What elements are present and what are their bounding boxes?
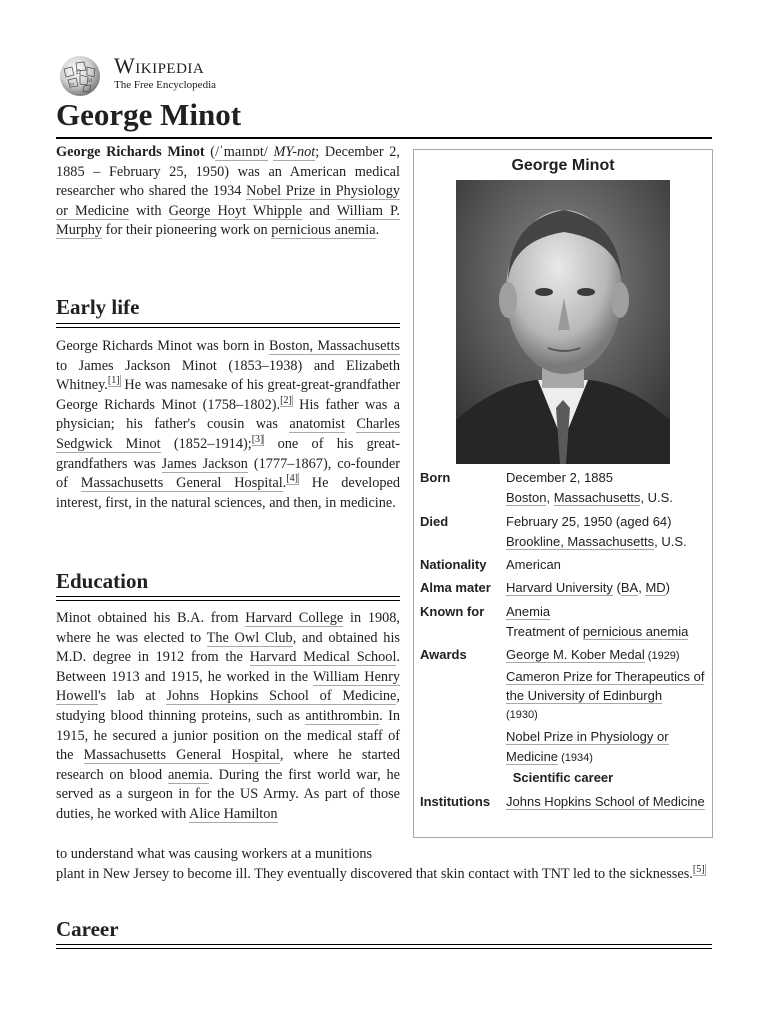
link-kober-medal[interactable]: George M. Kober Medal	[506, 647, 645, 662]
infobox	[413, 149, 713, 838]
body-text	[345, 416, 356, 432]
label-alma-mater: Alma mater	[420, 580, 491, 595]
link-harvard-college[interactable]: Harvard College	[245, 610, 344, 626]
link-whipple[interactable]: George Hoyt Whipple	[168, 202, 303, 219]
link-pernicious-anemia[interactable]: pernicious anemia	[271, 222, 376, 239]
label-born: Born	[420, 470, 451, 485]
link-md[interactable]: MD	[645, 580, 666, 595]
label-awards: Awards	[420, 647, 467, 662]
value-institutions	[506, 792, 706, 812]
body-text: in 1908, where he was elected to	[56, 610, 400, 646]
alma-paren: )	[665, 580, 671, 595]
value-known-for	[506, 602, 706, 641]
section-heading-career: Career	[56, 917, 119, 941]
section-divider	[56, 944, 712, 949]
body-text: Minot obtained his B.A. from	[56, 610, 246, 626]
link-howell[interactable]: William Henry Howell	[56, 668, 400, 705]
link-anatomist[interactable]: anatomist	[289, 416, 345, 433]
early-life-paragraph	[56, 337, 400, 513]
wikipedia-globe-icon[interactable]	[56, 55, 104, 97]
value-awards	[506, 645, 706, 769]
label-institutions: Institutions	[420, 794, 491, 809]
infobox-title: George Minot	[511, 157, 615, 174]
body-text: . During the first world war, he served as a surgeon in for the US Army. As part of those duties, he worked with	[56, 766, 400, 822]
infobox-row-known-for	[420, 602, 708, 644]
link-murphy[interactable]: William P. Murphy	[56, 202, 400, 239]
layout-spacer	[400, 845, 712, 864]
intro-text: ; December 2, 1885 – February 25, 1950) was an American medical researcher who shared the 1934	[56, 144, 400, 200]
section-heading-education: Education	[56, 569, 149, 593]
intro-text: and	[302, 202, 337, 219]
body-text: . Between 1913 and 1915, he worked in the	[56, 649, 400, 685]
link-james-jackson[interactable]: James Jackson	[161, 455, 248, 472]
link-born-massachusetts[interactable]: Massachusetts	[553, 489, 641, 505]
ref-1[interactable]: [1]	[107, 375, 120, 387]
portrait-photo[interactable]	[456, 180, 670, 464]
alma-paren: (	[612, 580, 621, 595]
died-date: February 25, 1950 (aged 64)	[506, 514, 672, 529]
link-alice-hamilton[interactable]: Alice Hamilton	[189, 805, 278, 822]
ref-5[interactable]: [5]	[692, 863, 705, 875]
wordmark[interactable]	[114, 53, 216, 91]
intro-text: for their pioneering work on	[102, 222, 272, 239]
born-country: , U.S.	[640, 489, 673, 505]
label-nationality: Nationality	[420, 557, 487, 572]
link-harvard-university[interactable]: Harvard University	[506, 580, 613, 595]
body-text: He was namesake of his great-great-grandfather George Richards Minot (1758–1802).	[56, 377, 400, 413]
body-text: to understand what was causing workers at a munitions plant in New Jersey to become ill. They eventually discovered that skin contact with TNT led to the sicknesses.	[56, 846, 693, 882]
body-text: .	[282, 475, 287, 492]
label-died: Died	[420, 514, 449, 529]
ref-3[interactable]: [3]	[251, 434, 264, 446]
body-text: George Richards Minot was born in	[56, 338, 269, 354]
svg-text:И: И	[88, 78, 93, 84]
respell-link[interactable]: MY-not	[273, 144, 316, 160]
body-text	[278, 806, 282, 822]
value-died	[506, 512, 706, 551]
intro-bold-name: George Richards Minot	[56, 144, 205, 160]
link-nobel-prize[interactable]: Nobel Prize in Physiology or Medicine	[56, 183, 400, 219]
intro-paragraph: George Richards Minot (/ˈmaɪnɒt/ MY-not; December 2, 1885 – February 25, 1950) was an American medical researcher who shared the 1934 Nobel Prize in Physiology or Medicine with George Hoyt Whipple and William P. Murphy for their pioneering work on pernicious anemia.	[56, 144, 400, 239]
body-text: (1777–1867), co-founder of	[56, 455, 400, 492]
infobox-row-institutions	[420, 792, 708, 834]
body-text: 's lab at	[98, 688, 167, 705]
body-text: , and obtained his M.D. degree in 1912 from the	[56, 629, 400, 666]
link-owl-club[interactable]: The Owl Club	[206, 629, 293, 646]
born-sep: ,	[546, 489, 554, 505]
education-paragraph	[56, 609, 400, 825]
body-text: (1852–1914);	[160, 435, 252, 452]
wordmark-main: Wikipedia	[114, 53, 205, 78]
link-cameron-prize[interactable]: Cameron Prize for Therapeutics of the University of Edinburgh	[506, 668, 705, 704]
ref-2[interactable]: [2]	[280, 395, 292, 407]
value-born	[506, 468, 706, 507]
svg-text:ω: ω	[70, 81, 75, 87]
link-anemia[interactable]: anemia	[167, 766, 210, 783]
body-text: . In 1915, he secured a junior position on the medical staff of the	[56, 707, 401, 764]
infobox-subheader-scientific-career: Scientific career	[512, 770, 614, 785]
link-johns-hopkins[interactable]: Johns Hopkins School of Medicine	[166, 688, 397, 705]
section-heading-early-life: Early life	[56, 295, 140, 319]
link-boston[interactable]: Boston, Massachusetts	[269, 338, 400, 354]
section-divider	[56, 596, 400, 601]
link-born-boston[interactable]: Boston	[506, 489, 547, 505]
ref-4[interactable]: [4]	[286, 473, 298, 485]
title-divider	[56, 137, 712, 139]
page-title: George Minot	[56, 97, 242, 132]
infobox-row-awards	[420, 645, 708, 765]
section-divider	[56, 323, 400, 328]
label-known-for: Known for	[420, 604, 485, 619]
died-country: , U.S.	[654, 533, 687, 549]
link-died-brookline[interactable]: Brookline, Massachusetts	[506, 533, 655, 549]
link-charles-sedgwick-minot[interactable]: Charles Sedgwick Minot	[56, 416, 400, 452]
link-known-anemia[interactable]: Anemia	[506, 604, 551, 619]
known-text: Treatment of	[506, 623, 583, 639]
link-ba[interactable]: BA	[620, 580, 639, 595]
infobox-row-died	[420, 512, 708, 554]
link-known-pernicious-anemia[interactable]: pernicious anemia	[582, 623, 689, 639]
alma-comma: ,	[638, 580, 646, 595]
link-nobel-prize-award[interactable]: Nobel Prize in Physiology or Medicine	[506, 729, 669, 764]
link-harvard-medical-school[interactable]: Harvard Medical School	[249, 649, 397, 666]
award-year: (1934)	[558, 751, 593, 764]
link-institution-jhsm[interactable]: Johns Hopkins School of Medicine	[506, 794, 705, 809]
link-antithrombin[interactable]: antithrombin	[305, 707, 380, 724]
intro-text: .	[375, 222, 380, 239]
body-text: , where he started research on blood	[56, 747, 400, 783]
intro-text: with	[128, 202, 169, 219]
born-date: December 2, 1885	[506, 470, 613, 485]
award-year: (1930)	[506, 708, 538, 721]
value-nationality: American	[506, 557, 561, 572]
wordmark-sub: The Free Encyclopedia	[114, 79, 217, 91]
body-text: , studying blood thinning proteins, such as	[56, 688, 400, 724]
body-text: He developed interest, first, in the natural sciences, and then, in medicine.	[56, 475, 400, 511]
body-text: one of his great-grandfathers was	[56, 435, 400, 472]
value-alma-mater	[506, 578, 706, 598]
link-mgh[interactable]: Massachusetts General Hospital	[83, 747, 280, 764]
award-year: (1929)	[644, 650, 680, 662]
education-paragraph-tail	[56, 845, 712, 884]
ipa-link[interactable]: /ˈmaɪnɒt/	[215, 144, 268, 160]
link-mgh[interactable]: Massachusetts General Hospital	[80, 475, 283, 492]
svg-text:Ω: Ω	[76, 69, 81, 76]
body-text: to James Jackson Minot (1853–1938) and Elizabeth Whitney.	[56, 357, 400, 394]
infobox-row-born	[420, 468, 708, 510]
body-text: His father was a physician; his father's cousin was	[56, 396, 400, 433]
